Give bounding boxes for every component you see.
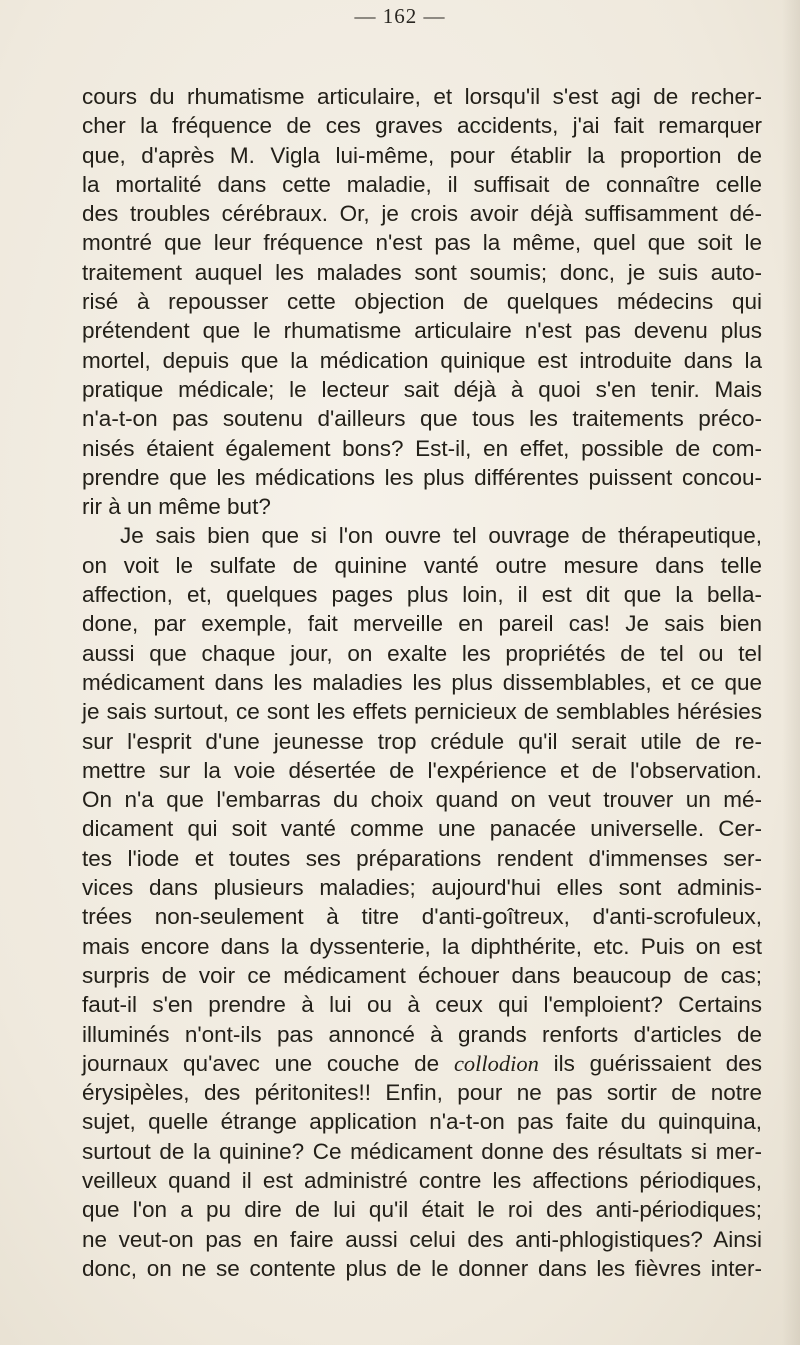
text-line: des troubles cérébraux. Or, je crois avoir déjà suffisamment dé-	[82, 201, 762, 227]
body-text	[82, 82, 762, 1283]
text-line-with-italic	[82, 1049, 762, 1078]
paragraph-1	[82, 82, 762, 521]
text-line: n'a-t-on pas soutenu d'ailleurs que tous les traitements préco-	[82, 406, 762, 432]
text-line: aussi que chaque jour, on exalte les propriétés de tel ou tel	[82, 640, 762, 666]
paragraph-2	[82, 521, 762, 1283]
text-line: cours du rhumatisme articulaire, et lorsqu'il s'est agi de recher-	[82, 84, 762, 109]
text-line: faut-il s'en prendre à lui ou à ceux qui l'emploient? Certains	[82, 992, 762, 1018]
text-line: la mortalité dans cette maladie, il suffisait de connaître celle	[82, 171, 762, 197]
text-line: illuminés n'ont-ils pas annoncé à grands renforts d'articles de	[82, 1021, 762, 1047]
text-line: mettre sur la voie désertée de l'expérience et de l'observation.	[82, 757, 762, 783]
text-line: vices dans plusieurs maladies; aujourd'hui elles sont adminis-	[82, 875, 762, 901]
text-line: surtout de la quinine? Ce médicament donne des résultats si mer-	[82, 1138, 762, 1164]
text-line: veilleux quand il est administré contre les affections périodiques,	[82, 1167, 762, 1193]
text-segment: ils guérissaient des	[553, 1050, 762, 1076]
text-line: rir à un même but?	[82, 494, 271, 520]
text-line: trées non-seulement à titre d'anti-goîtreux, d'anti-scrofuleux,	[82, 904, 762, 930]
text-line: done, par exemple, fait merveille en pareil cas! Je sais bien	[82, 611, 762, 637]
text-line: prétendent que le rhumatisme articulaire n'est pas devenu plus	[82, 318, 762, 344]
text-line: sujet, quelle étrange application n'a-t-on pas faite du quinquina,	[82, 1109, 762, 1135]
text-line: on voit le sulfate de quinine vanté outre mesure dans telle	[82, 552, 762, 578]
text-line: tes l'iode et toutes ses préparations rendent d'immenses ser-	[82, 845, 762, 871]
text-line: je sais surtout, ce sont les effets pernicieux de semblables hérésies	[82, 699, 762, 725]
text-line: sur l'esprit d'une jeunesse trop crédule qu'il serait utile de re-	[82, 728, 762, 754]
text-segment: journaux qu'avec une couche de	[82, 1050, 440, 1076]
page-edge-shadow	[782, 0, 800, 1345]
text-line: que l'on a pu dire de lui qu'il était le roi des anti-périodiques;	[82, 1197, 762, 1223]
text-line: dicament qui soit vanté comme une panacée universelle. Cer-	[82, 816, 762, 842]
text-line: médicament dans les maladies les plus dissemblables, et ce que	[82, 669, 762, 695]
text-line: pratique médicale; le lecteur sait déjà à quoi s'en tenir. Mais	[82, 376, 762, 402]
italic-term: collodion	[453, 1050, 539, 1076]
text-line: que, d'après M. Vigla lui-même, pour établir la proportion de	[82, 142, 762, 168]
text-line: mortel, depuis que la médication quinique est introduite dans la	[82, 347, 762, 373]
text-line: ne veut-on pas en faire aussi celui des anti-phlogistiques? Ainsi	[82, 1226, 762, 1252]
text-line: Je sais bien que si l'on ouvre tel ouvrage de thérapeutique,	[120, 523, 762, 549]
page-number: — 162 —	[354, 4, 446, 28]
text-line: donc, on ne se contente plus de le donner dans les fièvres inter-	[82, 1255, 762, 1281]
text-line: risé à repousser cette objection de quelques médecins qui	[82, 289, 762, 315]
text-line: On n'a que l'embarras du choix quand on veut trouver un mé-	[82, 787, 762, 813]
text-line: traitement auquel les malades sont soumis; donc, je suis auto-	[82, 259, 762, 285]
text-line: montré que leur fréquence n'est pas la même, quel que soit le	[82, 230, 762, 256]
text-line: affection, et, quelques pages plus loin, il est dit que la bella-	[82, 582, 762, 608]
text-line: surpris de voir ce médicament échouer dans beaucoup de cas;	[82, 962, 762, 988]
text-line: érysipèles, des péritonites!! Enfin, pour ne pas sortir de notre	[82, 1080, 762, 1106]
text-line: prendre que les médications les plus différentes puissent concou-	[82, 464, 762, 490]
text-line: mais encore dans la dyssenterie, la diphthérite, etc. Puis on est	[82, 933, 762, 959]
text-line: nisés étaient également bons? Est-il, en effet, possible de com-	[82, 435, 762, 461]
text-line: cher la fréquence de ces graves accidents, j'ai fait remarquer	[82, 113, 762, 139]
